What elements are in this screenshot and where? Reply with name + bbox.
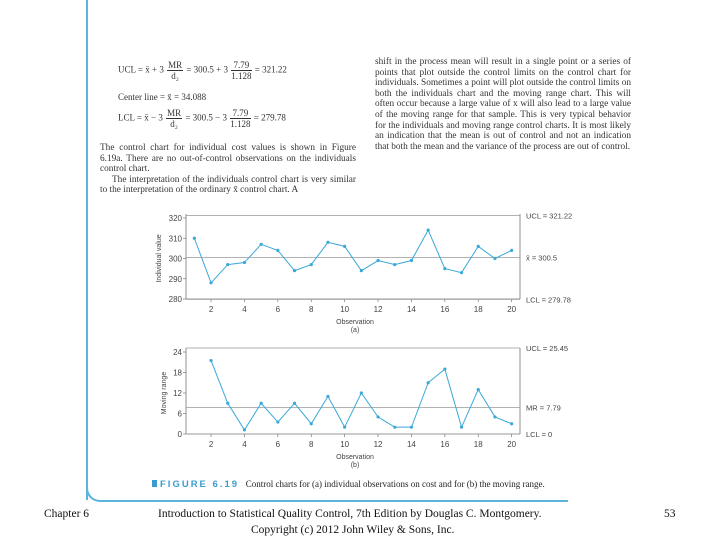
chart2-data-point <box>260 402 263 405</box>
chart1-x-tick-label: 6 <box>275 305 281 314</box>
chart2-data-point <box>243 428 246 431</box>
chart1-y-tick-label: 310 <box>168 234 182 244</box>
chart2-data-point <box>360 391 363 394</box>
chart1-x-tick-label: 12 <box>373 305 383 314</box>
chart1-control-label: LCL = 279.78 <box>526 295 571 305</box>
chart1-control-label: x̄ = 300.5 <box>526 253 558 263</box>
chart2-data-point <box>326 395 329 398</box>
chart2-x-tick-label: 4 <box>242 440 247 449</box>
chart1-data-point <box>276 249 279 252</box>
chart2-y-tick-label: 12 <box>173 389 182 398</box>
chart2-data-point <box>427 381 430 384</box>
footer-book-title: Introduction to Statistical Quality Control, 7th Edition by Douglas C. Montgomery. <box>158 508 542 520</box>
chart1-x-tick-label: 16 <box>440 305 450 314</box>
chart1-y-tick-label: 280 <box>168 295 182 304</box>
chart2-data-point <box>209 359 212 362</box>
figure-caption <box>152 479 545 490</box>
chart2-control-label: MR = 7.79 <box>526 403 561 413</box>
chart1-control-label: UCL = 321.22 <box>526 211 573 221</box>
chart2-data-point <box>510 422 513 425</box>
chart1-x-tick-label: 10 <box>340 305 350 314</box>
left-paragraph-1: The control chart for individual cost values is shown in Figure 6.19a. There are no out-of-control observations on the individuals control chart. <box>100 143 356 175</box>
chart1-data-point <box>293 269 296 272</box>
chart2-data-point <box>343 426 346 429</box>
chart2-x-tick-label: 2 <box>208 440 214 449</box>
footer-page-number: 53 <box>664 508 676 520</box>
center-line-formula: Center line = x̄ = 34.088 <box>118 92 207 102</box>
chart2-data-point <box>443 367 446 370</box>
chart2-data-point <box>293 402 296 405</box>
chart2-y-tick-label: 6 <box>177 409 182 419</box>
caption-marker <box>152 480 157 487</box>
chart1-y-tick-label: 300 <box>168 254 182 264</box>
chart1-x-tick-label: 20 <box>507 305 517 314</box>
chart1-data-point <box>226 263 229 266</box>
chart1-data-point <box>393 263 396 266</box>
chart2-data-point <box>477 388 480 391</box>
chart1-data-point <box>493 257 496 260</box>
ucl-formula: UCL = x̄ + 3 $\frac{MR}{\text{d₂}}$ = 300.5 + 3 $\frac{7.79}{1.128}$ = 321.22 <box>118 60 287 81</box>
chart2-x-tick-label: 6 <box>275 440 281 449</box>
chart1-y-tick-label: 320 <box>168 214 182 223</box>
footer-chapter: Chapter 6 <box>44 508 90 520</box>
chart2-y-tick-label: 0 <box>177 430 182 439</box>
chart1-x-label: Observation <box>336 319 374 326</box>
chart1-data-point <box>193 237 196 240</box>
chart1-x-tick-label: 4 <box>242 305 247 314</box>
chart2-data-point <box>493 415 496 418</box>
chart2-x-tick-label: 14 <box>406 440 416 449</box>
chart1-x-tick-label: 2 <box>208 305 214 314</box>
chart1-data-point <box>460 271 463 274</box>
chart2-x-tick-label: 16 <box>440 440 450 449</box>
chart1-data-point <box>376 259 379 262</box>
chart1-data-point <box>477 245 480 248</box>
chart2-y-tick-label: 18 <box>173 368 182 378</box>
lcl-formula: LCL = x̄ − 3 $\frac{MR}{\text{d₂}}$ = 300.5 − 3 $\frac{7.79}{1.128}$ = 279.78 <box>118 108 286 129</box>
chart1-x-tick-label: 8 <box>309 305 314 314</box>
chart1-data-point <box>510 249 513 252</box>
chart2-y-label: Moving range <box>161 371 168 415</box>
chart2-x-label: Observation <box>336 454 374 461</box>
chart2-x-tick-label: 12 <box>373 440 383 449</box>
chart1-data-point <box>443 267 446 270</box>
chart1-data-point <box>209 281 212 284</box>
chart2-panel-title: (b) <box>350 462 360 469</box>
chart2-data-point <box>276 420 279 423</box>
chart1-data-point <box>310 263 313 266</box>
chart1-panel-title: (a) <box>350 327 360 334</box>
chart2-data-point <box>376 415 379 418</box>
chart1-data-point <box>260 243 263 246</box>
caption-text: Control charts for (a) individual observations on cost and for (b) the moving range. <box>245 479 545 489</box>
chart1-x-tick-label: 18 <box>473 305 483 314</box>
chart2-data-point <box>310 422 313 425</box>
chart1-data-point <box>360 269 363 272</box>
chart1-data-point <box>243 261 246 264</box>
chart2-series-line <box>211 361 512 430</box>
chart2-x-tick-label: 8 <box>309 440 314 449</box>
chart2-control-label: LCL = 0 <box>526 430 553 439</box>
chart2-control-label: UCL = 25.45 <box>526 344 569 353</box>
chart2-x-tick-label: 20 <box>507 440 517 449</box>
chart2-data-point <box>410 426 413 429</box>
chart2-data-point <box>393 426 396 429</box>
footer-copyright: Copyright (c) 2012 John Wiley & Sons, Inc. <box>251 524 455 536</box>
chart2-x-tick-label: 10 <box>340 440 350 449</box>
chart2-x-tick-label: 18 <box>473 440 483 449</box>
right-column-text: shift in the process mean will result in a single point or a series of points that plot outside the control limits on the control chart for individuals. Sometimes a point will plot outside the control limits on both the individuals chart and the moving range chart. This will often occur because a large value of x will also lead to a large value of the moving range for that sample. This is very typical behavior for the individuals and moving range control charts. It is most likely an indication that the mean is out of control and not an indication that both the mean and the variance of the process are out of control. <box>375 57 631 152</box>
chart2-y-tick-label: 24 <box>173 348 182 357</box>
left-paragraph-2: The interpretation of the individuals control chart is very similar to the interpretation of the ordinary x̄ control chart. A <box>100 174 356 196</box>
chart1-data-point <box>427 229 430 232</box>
chart2-data-point <box>226 402 229 405</box>
chart1-data-point <box>410 259 413 262</box>
chart2-data-point <box>460 426 463 429</box>
caption-label: FIGURE 6.19 <box>160 479 240 490</box>
chart1-data-point <box>326 241 329 244</box>
chart1-series-line <box>194 230 511 283</box>
chart1-y-tick-label: 290 <box>168 274 182 284</box>
chart1-y-label: Individual value <box>156 234 163 283</box>
chart1-x-tick-label: 14 <box>406 305 416 314</box>
chart1-data-point <box>343 245 346 248</box>
